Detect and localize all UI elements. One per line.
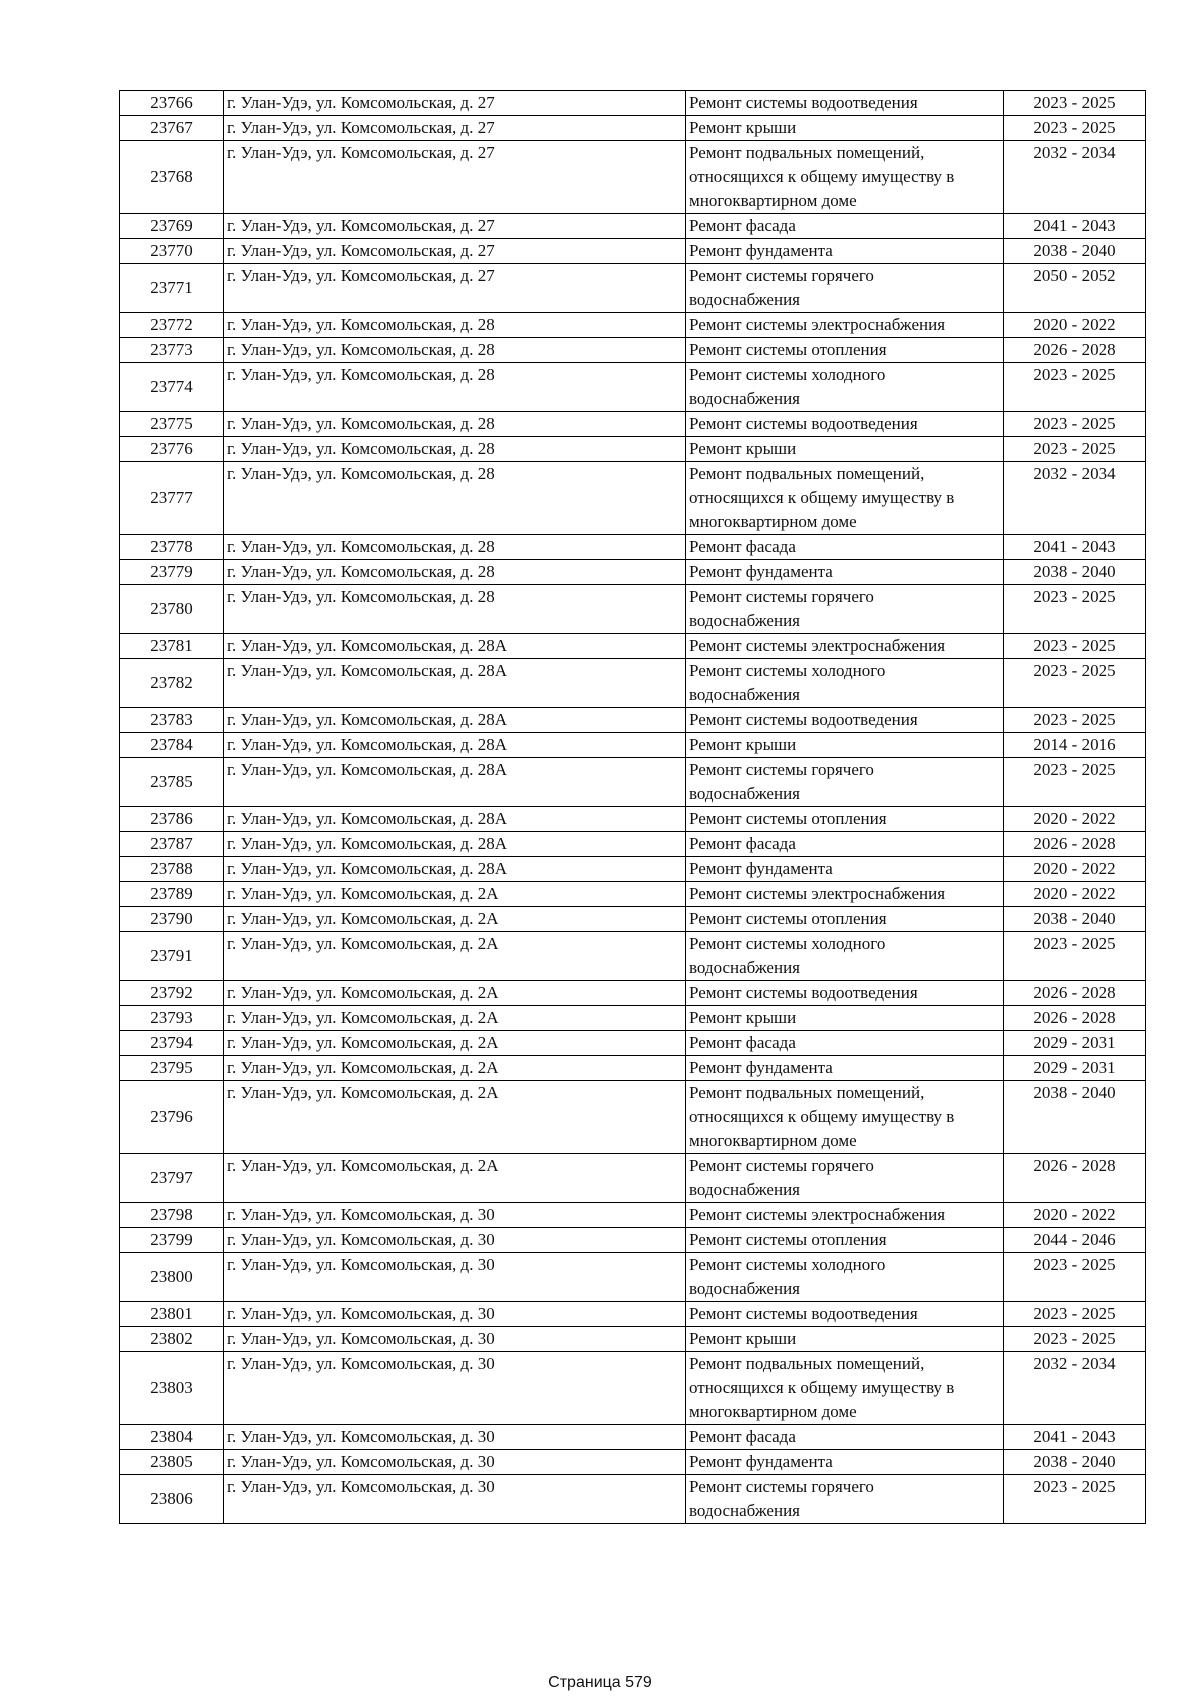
- row-number-cell: 23779: [120, 560, 224, 585]
- work-type-cell: Ремонт фасада: [686, 1031, 1004, 1056]
- work-type-cell: Ремонт системы горячего водоснабжения: [686, 758, 1004, 807]
- period-cell: 2023 - 2025: [1004, 363, 1146, 412]
- table-row: [120, 412, 1146, 437]
- address-cell: г. Улан-Удэ, ул. Комсомольская, д. 2А: [224, 932, 686, 981]
- row-number-cell: 23799: [120, 1228, 224, 1253]
- work-type-cell: Ремонт системы холодного водоснабжения: [686, 659, 1004, 708]
- row-number-cell: 23802: [120, 1327, 224, 1352]
- period-cell: 2023 - 2025: [1004, 412, 1146, 437]
- work-type-cell: Ремонт фасада: [686, 535, 1004, 560]
- address-cell: г. Улан-Удэ, ул. Комсомольская, д. 2А: [224, 1056, 686, 1081]
- period-cell: 2026 - 2028: [1004, 1006, 1146, 1031]
- address-cell: г. Улан-Удэ, ул. Комсомольская, д. 30: [224, 1450, 686, 1475]
- work-type-cell: Ремонт крыши: [686, 1006, 1004, 1031]
- period-cell: 2032 - 2034: [1004, 462, 1146, 535]
- period-cell: 2020 - 2022: [1004, 313, 1146, 338]
- table-row: [120, 116, 1146, 141]
- table-row: [120, 264, 1146, 313]
- table-row: [120, 907, 1146, 932]
- address-cell: г. Улан-Удэ, ул. Комсомольская, д. 2А: [224, 1031, 686, 1056]
- row-number-cell: 23778: [120, 535, 224, 560]
- work-type-cell: Ремонт крыши: [686, 437, 1004, 462]
- period-cell: 2023 - 2025: [1004, 634, 1146, 659]
- address-cell: г. Улан-Удэ, ул. Комсомольская, д. 28: [224, 338, 686, 363]
- row-number-cell: 23805: [120, 1450, 224, 1475]
- row-number-cell: 23776: [120, 437, 224, 462]
- period-cell: 2029 - 2031: [1004, 1031, 1146, 1056]
- address-cell: г. Улан-Удэ, ул. Комсомольская, д. 28А: [224, 857, 686, 882]
- row-number-cell: 23782: [120, 659, 224, 708]
- table-row: [120, 91, 1146, 116]
- address-cell: г. Улан-Удэ, ул. Комсомольская, д. 28: [224, 462, 686, 535]
- period-cell: 2023 - 2025: [1004, 758, 1146, 807]
- period-cell: 2026 - 2028: [1004, 338, 1146, 363]
- row-number-cell: 23784: [120, 733, 224, 758]
- row-number-cell: 23769: [120, 214, 224, 239]
- table-row: [120, 1302, 1146, 1327]
- period-cell: 2020 - 2022: [1004, 857, 1146, 882]
- period-cell: 2038 - 2040: [1004, 560, 1146, 585]
- table-row: [120, 1081, 1146, 1154]
- period-cell: 2014 - 2016: [1004, 733, 1146, 758]
- period-cell: 2023 - 2025: [1004, 932, 1146, 981]
- table-row: [120, 560, 1146, 585]
- period-cell: 2038 - 2040: [1004, 1450, 1146, 1475]
- table-row: [120, 1352, 1146, 1425]
- period-cell: 2023 - 2025: [1004, 1302, 1146, 1327]
- page-number: Страница 579: [548, 1674, 652, 1691]
- address-cell: г. Улан-Удэ, ул. Комсомольская, д. 2А: [224, 1154, 686, 1203]
- period-cell: 2044 - 2046: [1004, 1228, 1146, 1253]
- address-cell: г. Улан-Удэ, ул. Комсомольская, д. 30: [224, 1203, 686, 1228]
- address-cell: г. Улан-Удэ, ул. Комсомольская, д. 27: [224, 91, 686, 116]
- period-cell: 2023 - 2025: [1004, 437, 1146, 462]
- row-number-cell: 23796: [120, 1081, 224, 1154]
- address-cell: г. Улан-Удэ, ул. Комсомольская, д. 27: [224, 214, 686, 239]
- row-number-cell: 23785: [120, 758, 224, 807]
- row-number-cell: 23772: [120, 313, 224, 338]
- table-row: [120, 313, 1146, 338]
- row-number-cell: 23800: [120, 1253, 224, 1302]
- row-number-cell: 23771: [120, 264, 224, 313]
- address-cell: г. Улан-Удэ, ул. Комсомольская, д. 28А: [224, 832, 686, 857]
- address-cell: г. Улан-Удэ, ул. Комсомольская, д. 27: [224, 264, 686, 313]
- work-type-cell: Ремонт системы водоотведения: [686, 91, 1004, 116]
- table-row: [120, 733, 1146, 758]
- row-number-cell: 23798: [120, 1203, 224, 1228]
- address-cell: г. Улан-Удэ, ул. Комсомольская, д. 28А: [224, 807, 686, 832]
- work-type-cell: Ремонт системы отопления: [686, 338, 1004, 363]
- table-row: [120, 659, 1146, 708]
- table-row: [120, 1327, 1146, 1352]
- row-number-cell: 23766: [120, 91, 224, 116]
- row-number-cell: 23781: [120, 634, 224, 659]
- work-type-cell: Ремонт подвальных помещений, относящихся к общему имуществу в многоквартирном доме: [686, 1352, 1004, 1425]
- work-type-cell: Ремонт системы горячего водоснабжения: [686, 585, 1004, 634]
- address-cell: г. Улан-Удэ, ул. Комсомольская, д. 27: [224, 116, 686, 141]
- period-cell: 2050 - 2052: [1004, 264, 1146, 313]
- table-row: [120, 363, 1146, 412]
- table-row: [120, 1228, 1146, 1253]
- work-type-cell: Ремонт системы водоотведения: [686, 1302, 1004, 1327]
- table-row: [120, 807, 1146, 832]
- table-row: [120, 882, 1146, 907]
- work-type-cell: Ремонт системы горячего водоснабжения: [686, 1154, 1004, 1203]
- address-cell: г. Улан-Удэ, ул. Комсомольская, д. 2А: [224, 1006, 686, 1031]
- table-row: [120, 1006, 1146, 1031]
- work-type-cell: Ремонт системы электроснабжения: [686, 1203, 1004, 1228]
- period-cell: 2023 - 2025: [1004, 91, 1146, 116]
- address-cell: г. Улан-Удэ, ул. Комсомольская, д. 28А: [224, 708, 686, 733]
- table-row: [120, 437, 1146, 462]
- row-number-cell: 23794: [120, 1031, 224, 1056]
- row-number-cell: 23788: [120, 857, 224, 882]
- table-row: [120, 338, 1146, 363]
- work-type-cell: Ремонт крыши: [686, 733, 1004, 758]
- address-cell: г. Улан-Удэ, ул. Комсомольская, д. 30: [224, 1475, 686, 1524]
- period-cell: 2020 - 2022: [1004, 807, 1146, 832]
- work-type-cell: Ремонт фундамента: [686, 1056, 1004, 1081]
- period-cell: 2038 - 2040: [1004, 239, 1146, 264]
- work-type-cell: Ремонт подвальных помещений, относящихся к общему имуществу в многоквартирном доме: [686, 1081, 1004, 1154]
- row-number-cell: 23777: [120, 462, 224, 535]
- period-cell: 2032 - 2034: [1004, 1352, 1146, 1425]
- address-cell: г. Улан-Удэ, ул. Комсомольская, д. 2А: [224, 882, 686, 907]
- row-number-cell: 23806: [120, 1475, 224, 1524]
- address-cell: г. Улан-Удэ, ул. Комсомольская, д. 30: [224, 1425, 686, 1450]
- period-cell: 2023 - 2025: [1004, 1475, 1146, 1524]
- address-cell: г. Улан-Удэ, ул. Комсомольская, д. 27: [224, 141, 686, 214]
- table-row: [120, 634, 1146, 659]
- table-row: [120, 535, 1146, 560]
- address-cell: г. Улан-Удэ, ул. Комсомольская, д. 30: [224, 1302, 686, 1327]
- row-number-cell: 23804: [120, 1425, 224, 1450]
- table-row: [120, 857, 1146, 882]
- period-cell: 2026 - 2028: [1004, 832, 1146, 857]
- work-type-cell: Ремонт фундамента: [686, 857, 1004, 882]
- row-number-cell: 23795: [120, 1056, 224, 1081]
- work-type-cell: Ремонт системы отопления: [686, 807, 1004, 832]
- row-number-cell: 23793: [120, 1006, 224, 1031]
- period-cell: 2023 - 2025: [1004, 659, 1146, 708]
- period-cell: 2038 - 2040: [1004, 1081, 1146, 1154]
- period-cell: 2041 - 2043: [1004, 1425, 1146, 1450]
- table-row: [120, 981, 1146, 1006]
- table-row: [120, 214, 1146, 239]
- address-cell: г. Улан-Удэ, ул. Комсомольская, д. 28: [224, 535, 686, 560]
- address-cell: г. Улан-Удэ, ул. Комсомольская, д. 28: [224, 585, 686, 634]
- table-row: [120, 1425, 1146, 1450]
- table-row: [120, 932, 1146, 981]
- row-number-cell: 23790: [120, 907, 224, 932]
- table-row: [120, 141, 1146, 214]
- row-number-cell: 23789: [120, 882, 224, 907]
- address-cell: г. Улан-Удэ, ул. Комсомольская, д. 2А: [224, 907, 686, 932]
- table-row: [120, 1154, 1146, 1203]
- row-number-cell: 23775: [120, 412, 224, 437]
- period-cell: 2023 - 2025: [1004, 708, 1146, 733]
- table-row: [120, 1056, 1146, 1081]
- address-cell: г. Улан-Удэ, ул. Комсомольская, д. 28: [224, 363, 686, 412]
- period-cell: 2020 - 2022: [1004, 1203, 1146, 1228]
- address-cell: г. Улан-Удэ, ул. Комсомольская, д. 28А: [224, 659, 686, 708]
- address-cell: г. Улан-Удэ, ул. Комсомольская, д. 2А: [224, 981, 686, 1006]
- work-type-cell: Ремонт системы холодного водоснабжения: [686, 932, 1004, 981]
- row-number-cell: 23767: [120, 116, 224, 141]
- address-cell: г. Улан-Удэ, ул. Комсомольская, д. 30: [224, 1352, 686, 1425]
- work-type-cell: Ремонт крыши: [686, 1327, 1004, 1352]
- work-type-cell: Ремонт системы горячего водоснабжения: [686, 264, 1004, 313]
- work-type-cell: Ремонт системы водоотведения: [686, 981, 1004, 1006]
- row-number-cell: 23768: [120, 141, 224, 214]
- period-cell: 2026 - 2028: [1004, 981, 1146, 1006]
- period-cell: 2032 - 2034: [1004, 141, 1146, 214]
- table-body: [120, 91, 1146, 1524]
- row-number-cell: 23773: [120, 338, 224, 363]
- work-type-cell: Ремонт подвальных помещений, относящихся к общему имуществу в многоквартирном доме: [686, 462, 1004, 535]
- address-cell: г. Улан-Удэ, ул. Комсомольская, д. 28А: [224, 758, 686, 807]
- table-row: [120, 585, 1146, 634]
- work-type-cell: Ремонт системы холодного водоснабжения: [686, 363, 1004, 412]
- period-cell: 2020 - 2022: [1004, 882, 1146, 907]
- work-type-cell: Ремонт системы водоотведения: [686, 708, 1004, 733]
- work-type-cell: Ремонт системы электроснабжения: [686, 634, 1004, 659]
- work-type-cell: Ремонт системы отопления: [686, 907, 1004, 932]
- period-cell: 2023 - 2025: [1004, 116, 1146, 141]
- table-row: [120, 1031, 1146, 1056]
- table-row: [120, 239, 1146, 264]
- period-cell: 2023 - 2025: [1004, 1253, 1146, 1302]
- row-number-cell: 23797: [120, 1154, 224, 1203]
- period-cell: 2026 - 2028: [1004, 1154, 1146, 1203]
- period-cell: 2023 - 2025: [1004, 1327, 1146, 1352]
- row-number-cell: 23801: [120, 1302, 224, 1327]
- work-type-cell: Ремонт фасада: [686, 832, 1004, 857]
- work-type-cell: Ремонт крыши: [686, 116, 1004, 141]
- table-row: [120, 708, 1146, 733]
- address-cell: г. Улан-Удэ, ул. Комсомольская, д. 2А: [224, 1081, 686, 1154]
- table-row: [120, 1450, 1146, 1475]
- address-cell: г. Улан-Удэ, ул. Комсомольская, д. 28: [224, 313, 686, 338]
- work-type-cell: Ремонт фундамента: [686, 1450, 1004, 1475]
- table-row: [120, 1203, 1146, 1228]
- row-number-cell: 23774: [120, 363, 224, 412]
- row-number-cell: 23770: [120, 239, 224, 264]
- address-cell: г. Улан-Удэ, ул. Комсомольская, д. 28: [224, 412, 686, 437]
- row-number-cell: 23803: [120, 1352, 224, 1425]
- table-row: [120, 758, 1146, 807]
- period-cell: 2029 - 2031: [1004, 1056, 1146, 1081]
- work-type-cell: Ремонт системы отопления: [686, 1228, 1004, 1253]
- work-type-cell: Ремонт фасада: [686, 214, 1004, 239]
- row-number-cell: 23783: [120, 708, 224, 733]
- work-type-cell: Ремонт фундамента: [686, 560, 1004, 585]
- work-type-cell: Ремонт системы холодного водоснабжения: [686, 1253, 1004, 1302]
- period-cell: 2023 - 2025: [1004, 585, 1146, 634]
- address-cell: г. Улан-Удэ, ул. Комсомольская, д. 30: [224, 1253, 686, 1302]
- table-row: [120, 1475, 1146, 1524]
- work-type-cell: Ремонт системы электроснабжения: [686, 882, 1004, 907]
- row-number-cell: 23791: [120, 932, 224, 981]
- work-type-cell: Ремонт подвальных помещений, относящихся к общему имуществу в многоквартирном доме: [686, 141, 1004, 214]
- address-cell: г. Улан-Удэ, ул. Комсомольская, д. 30: [224, 1228, 686, 1253]
- address-cell: г. Улан-Удэ, ул. Комсомольская, д. 28А: [224, 634, 686, 659]
- address-cell: г. Улан-Удэ, ул. Комсомольская, д. 28А: [224, 733, 686, 758]
- address-cell: г. Улан-Удэ, ул. Комсомольская, д. 30: [224, 1327, 686, 1352]
- period-cell: 2041 - 2043: [1004, 214, 1146, 239]
- work-type-cell: Ремонт фундамента: [686, 239, 1004, 264]
- work-type-cell: Ремонт системы водоотведения: [686, 412, 1004, 437]
- repair-schedule-table: [119, 90, 1146, 1524]
- table-row: [120, 832, 1146, 857]
- row-number-cell: 23787: [120, 832, 224, 857]
- row-number-cell: 23780: [120, 585, 224, 634]
- row-number-cell: 23786: [120, 807, 224, 832]
- address-cell: г. Улан-Удэ, ул. Комсомольская, д. 28: [224, 437, 686, 462]
- table-row: [120, 462, 1146, 535]
- address-cell: г. Улан-Удэ, ул. Комсомольская, д. 28: [224, 560, 686, 585]
- address-cell: г. Улан-Удэ, ул. Комсомольская, д. 27: [224, 239, 686, 264]
- period-cell: 2038 - 2040: [1004, 907, 1146, 932]
- work-type-cell: Ремонт фасада: [686, 1425, 1004, 1450]
- row-number-cell: 23792: [120, 981, 224, 1006]
- table-row: [120, 1253, 1146, 1302]
- period-cell: 2041 - 2043: [1004, 535, 1146, 560]
- work-type-cell: Ремонт системы горячего водоснабжения: [686, 1475, 1004, 1524]
- work-type-cell: Ремонт системы электроснабжения: [686, 313, 1004, 338]
